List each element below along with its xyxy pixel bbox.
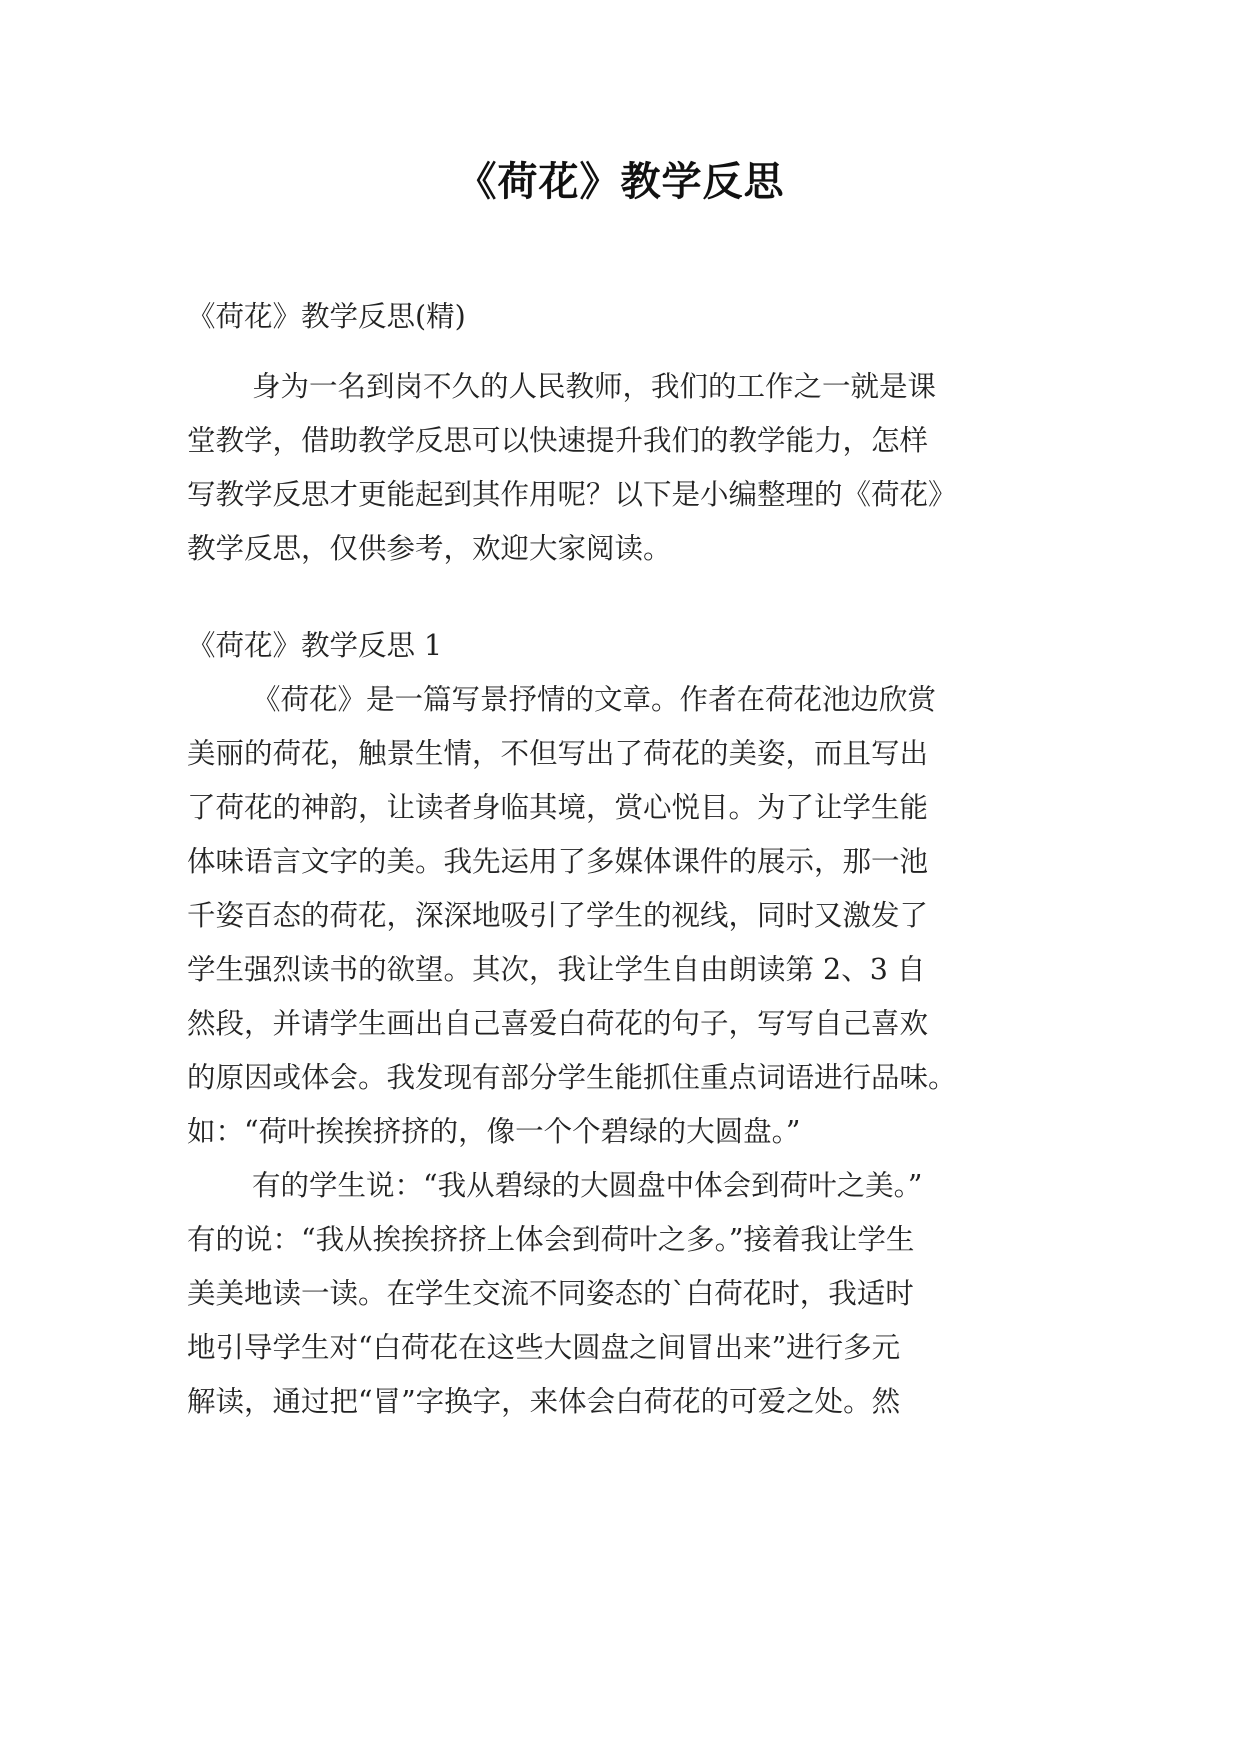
body-line: 解读，通过把“冒”字换字，来体会白荷花的可爱之处。然: [187, 1385, 901, 1418]
body-line: 有的学生说：“我从碧绿的大圆盘中体会到荷叶之美。”: [252, 1169, 923, 1202]
intro-line: 教学反思，仅供参考，欢迎大家阅读。: [187, 532, 672, 565]
intro-line: 身为一名到岗不久的人民教师，我们的工作之一就是课: [252, 370, 937, 403]
document-title: 《荷花》教学反思: [456, 158, 785, 205]
body-line: 千姿百态的荷花，深深地吸引了学生的视线，同时又激发了: [187, 899, 929, 932]
body-line: 如：“荷叶挨挨挤挤的，像一个个碧绿的大圆盘。”: [187, 1115, 801, 1148]
body-line: 地引导学生对“白荷花在这些大圆盘之间冒出来”进行多元: [187, 1331, 901, 1364]
body-line: 美丽的荷花，触景生情，不但写出了荷花的美姿，而且写出: [187, 737, 929, 770]
section-heading: 《荷花》教学反思 1: [187, 629, 443, 662]
body-line: 美美地读一读。在学生交流不同姿态的`白荷花时，我适时: [187, 1277, 914, 1310]
body-line: 体味语言文字的美。我先运用了多媒体课件的展示，那一池: [187, 845, 929, 878]
body-line: 的原因或体会。我发现有部分学生能抓住重点词语进行品味。: [187, 1061, 957, 1094]
body-line: 然段，并请学生画出自己喜爱白荷花的句子，写写自己喜欢: [187, 1007, 929, 1040]
body-line: 学生强烈读书的欲望。其次，我让学生自由朗读第 2、3 自: [187, 953, 926, 986]
intro-line: 写教学反思才更能起到其作用呢？以下是小编整理的《荷花》: [187, 478, 957, 511]
intro-line: 堂教学，借助教学反思可以快速提升我们的教学能力，怎样: [187, 424, 929, 457]
body-line: 有的说：“我从挨挨挤挤上体会到荷叶之多。”接着我让学生: [187, 1223, 915, 1256]
body-line: 了荷花的神韵，让读者身临其境，赏心悦目。为了让学生能: [187, 791, 929, 824]
body-line: 《荷花》是一篇写景抒情的文章。作者在荷花池边欣赏: [252, 683, 937, 716]
document-subtitle: 《荷花》教学反思(精): [187, 300, 466, 333]
